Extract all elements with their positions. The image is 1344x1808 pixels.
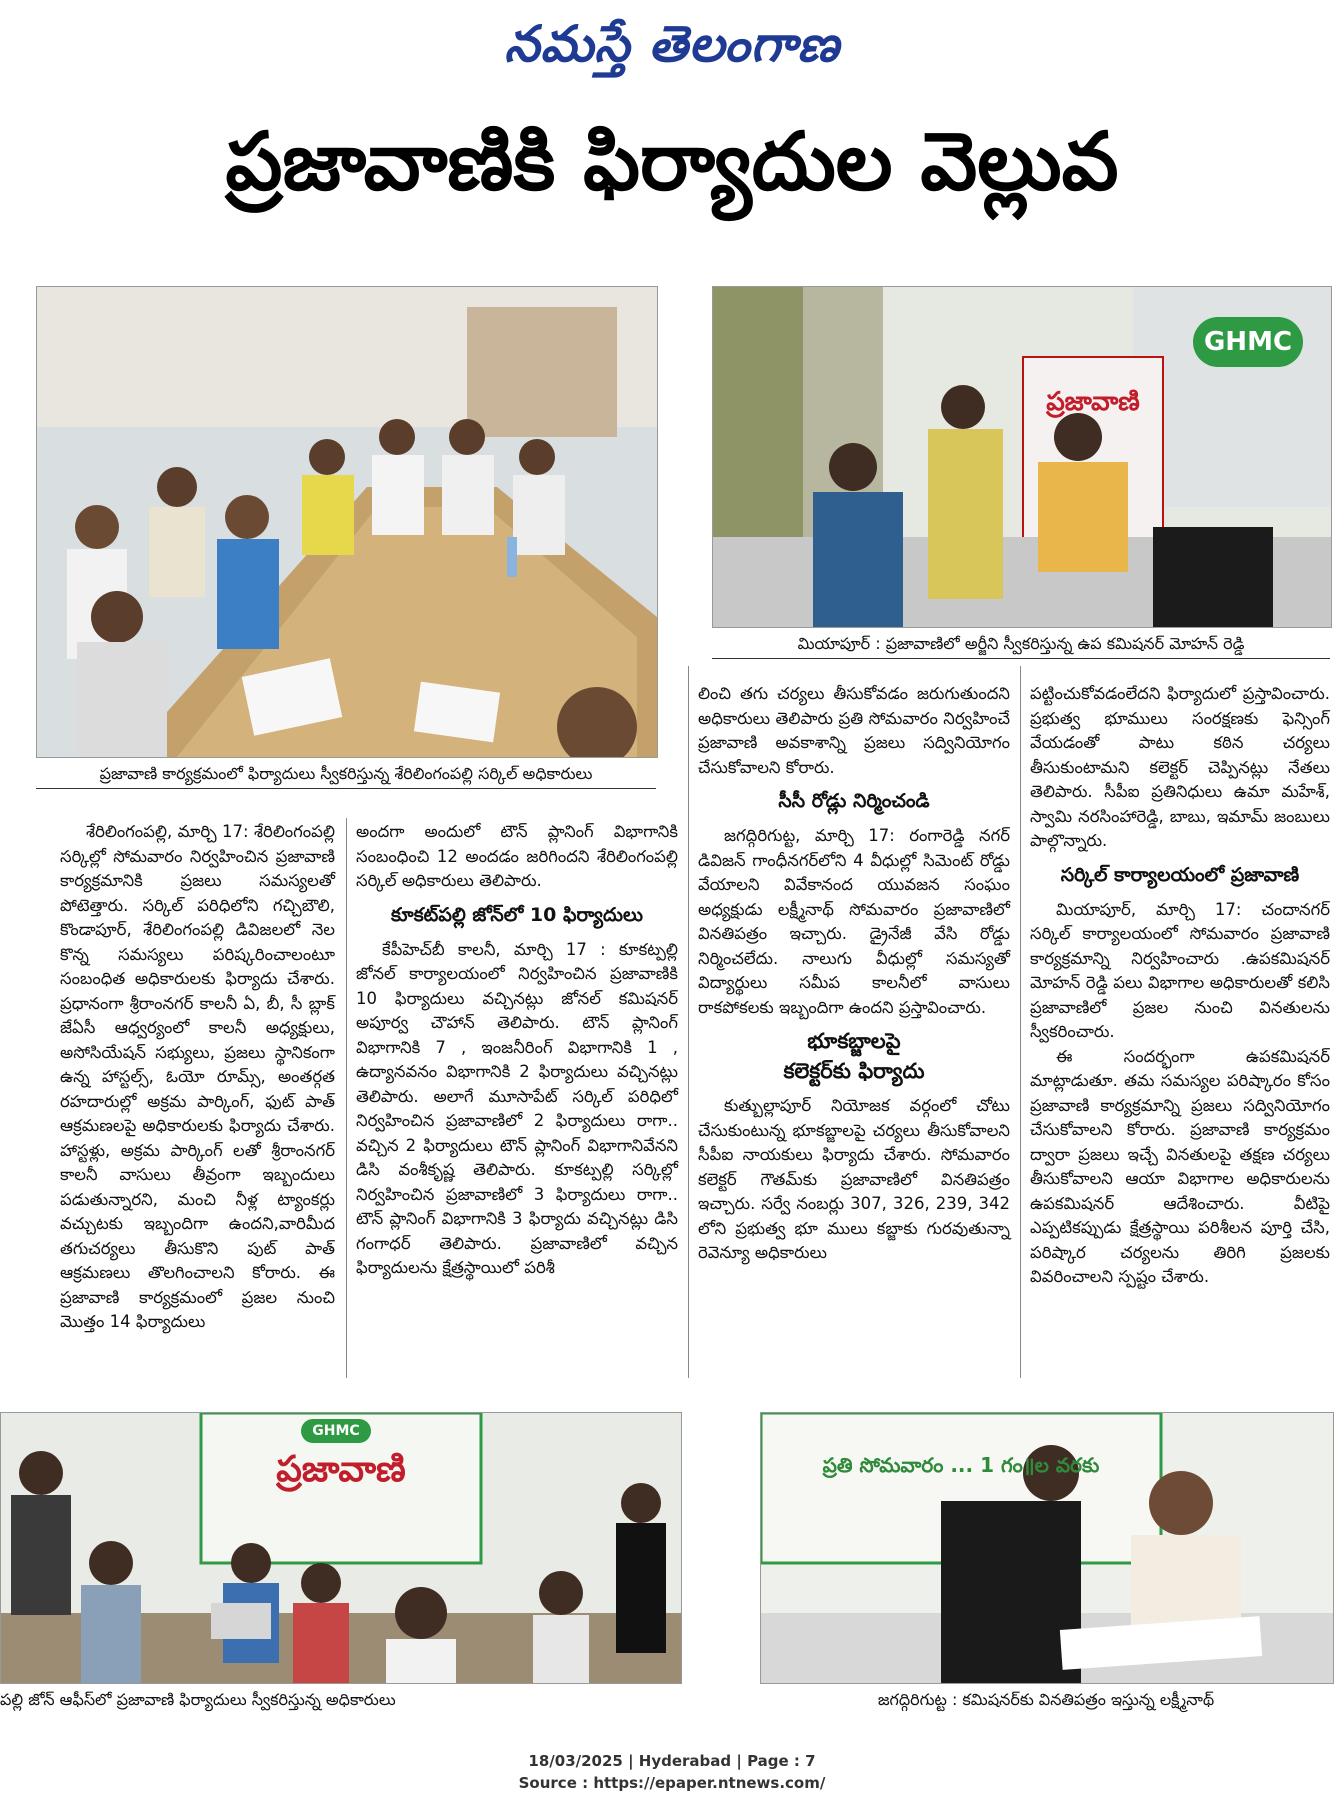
- paragraph: మియాపూర్, మార్చి 17: చందానగర్ సర్కిల్ కార్యాలయంలో సోమవారం ప్రజావాణి కార్యక్రమాన్ని నిర్వహించారు .ఉపకమిషనర్ మోహన్ రెడ్డి పలు విభాగాల అధికారులతో కలిసి ప్రజావాణిలో ప్రజల నుంచి వినతులను స్వీకరించారు.: [1030, 899, 1330, 1041]
- paragraph: కుత్బుల్లాపూర్ నియోజక వర్గంలో చోటు చేసుకుంటున్న భూకబ్జాలపై చర్యలు తీసుకోవాలని సీపీఐ నాయకులు ఫిర్యాదు చేశారు. సోమవారం కలెక్టర్ గౌతమ్‌కు ప్రజావాణిలో వినతిపత్రం ఇచ్చారు. సర్వే నంబర్లు 307, 326, 239, 342 లోని ప్రభుత్వ భూ ములు కబ్జాకు గురవుతున్నా రెవెన్యూ అధికారులు: [698, 1096, 1010, 1262]
- subheading: [698, 1026, 1010, 1086]
- paragraph: లించి తగు చర్యలు తీసుకోవడం జరుగుతుందని అధికారులు తెలిపారు ప్రతి సోమవారం నిర్వహించే ప్రజావాణి అవకాశాన్ని ప్రజలు సద్వినియోగం చేసుకోవాలని కోరారు.: [698, 684, 1010, 777]
- headline: ప్రజావాణికి ఫిర్యాదుల వెల్లువ: [225, 115, 1119, 208]
- caption-bottom-left: పల్లి జోన్ ఆఫీస్‌లో ప్రజావాణి ఫిర్యాదులు స్వీకరిస్తున్న అధికారులు: [0, 1690, 396, 1709]
- column-divider: [346, 818, 347, 1378]
- prajavani-banner: ప్రజావాణి: [276, 1449, 406, 1490]
- photo-bottom-right: [760, 1412, 1334, 1684]
- paragraph: పట్టించుకోవడంలేదని ఫిర్యాదులో ప్రస్తావించారు. ప్రభుత్వ భూములు సంరక్షణకు ఫెన్సింగ్ వేయడంతో పాటు కఠిన చర్యలు తీసుకుంటామని కలెక్టర్ చెప్పినట్లు నేతలు తెలిపారు. సీపీఐ ప్రతినిధులు ఉమా మహేశ్, స్వామి నరసింహారెడ్డి, బాబు, ఇమామ్ జంబులు పాల్గొన్నారు.: [1030, 684, 1330, 850]
- photo-top-left: [36, 286, 658, 758]
- paragraph: అందగా అందులో టౌన్ ప్లానింగ్ విభాగానికి సంబంధించి 12 అందడం జరిగిందని శేరిలింగంపల్లి సర్కిల్ అధికారులు తెలిపారు.: [356, 822, 678, 890]
- caption-top-left: ప్రజావాణి కార్యక్రమంలో ఫిర్యాదులు స్వీకరిస్తున్న శేరిలింగంపల్లి సర్కిల్ అధికారులు: [36, 764, 656, 789]
- photo-top-right: [712, 286, 1332, 628]
- paragraph: శేరిలింగంపల్లి, మార్చి 17: శేరిలింగంపల్లి సర్కిల్లో సోమవారం నిర్వహించిన ప్రజావాణి కార్యక్రమానికి ప్రజలు సమస్యలతో పోటెత్తారు. సర్కిల్ పరిధిలోని గచ్చిబౌలి, కొండాపూర్, శేరిలింగంపల్లి డివిజలలో నెల కొన్న సమస్యలు పరిష్కరించాలంటూ సంబంధిత అధికారులకు ఫిర్యాదు చేశారు. ప్రధానంగా శ్రీరాంనగర్ కాలనీ ఏ, బీ, సీ బ్లాక్ జేఏసీ ఆధ్వర్యంలో కాలనీ అధ్యక్షులు, అసోసియేషన్ సభ్యులు, ప్రజలు స్థానికంగా ఉన్న హాస్టల్స్, ఓయో రూమ్స్, అంతర్గత రహదారుల్లో అక్రమ పార్కింగ్, ఫుట్ పాత్ ఆక్రమణలపై అధికారులకు ఫిర్యాదు చేశారు. హాస్టళ్లు, అక్రమ పార్కింగ్ లతో శ్రీరాంనగర్ కాలనీ వాసులు తీవ్రంగా ఇబ్బందులు పడుతున్నారని, మంచి నీళ్ల ట్యాంకర్లు వచ్చుటకు ఇబ్బందిగా ఉందని,వారిమీద తగుచర్యలు తీసుకొని పుట్ పాత్ ఆక్రమణలు తొలగించాలని కోరారు. ఈ ప్రజావాణి కార్యక్రమంలో ప్రజల నుంచి మొత్తం 14 ఫిర్యాదులు: [60, 822, 335, 1331]
- subheading: సర్కిల్ కార్యాలయంలో ప్రజావాణి: [1060, 863, 1300, 886]
- column-divider: [688, 666, 689, 1378]
- subheading-line: భూకబ్జాలపై: [807, 1029, 901, 1053]
- paragraph: ఈ సందర్భంగా ఉపకమిషనర్ మాట్లాడుతూ. తమ సమస్యల పరిష్కారం కోసం ప్రజావాణి కార్యక్రమాన్ని ప్రజలు సద్వినియోగం చేసుకోవాలని కోరారు. ప్రజావాణి కార్యక్రమం ద్వారా ప్రజలు ఇచ్చే వినతులపై తక్షణ చర్యలు తీసుకోవాలని ఆయా విభాగాల అధికారులను ఉపకమిషనర్ ఆదేశించారు. వీటిపై ఎప్పటికప్పుడు క్షేత్రస్థాయి పరిశీలన పూర్తి చేసి, పరిష్కార చర్యలను తిరిగి ప్రజలకు వివరించాలని స్పష్టం చేశారు.: [1030, 1046, 1330, 1286]
- article-column-2: [356, 820, 678, 1281]
- article-column-3: [698, 682, 1010, 1266]
- caption-top-right: మియాపూర్ : ప్రజావాణిలో అర్జీని స్వీకరిస్తున్న ఉప కమిషనర్ మోహన్ రెడ్డి: [712, 634, 1330, 659]
- prajavani-banner: ప్రజావాణి: [1046, 387, 1140, 417]
- column-divider: [1020, 666, 1021, 1378]
- subheading-line: కలెక్టర్‌కు ఫిర్యాదు: [783, 1059, 925, 1083]
- ghmc-logo: GHMC: [301, 1419, 371, 1443]
- article-column-1: [60, 820, 335, 1335]
- meeting-photo-graphic: [37, 287, 657, 757]
- article-column-4: [1030, 682, 1330, 1290]
- footer-source: Source : https://epaper.ntnews.com/: [518, 1774, 826, 1792]
- photo-bottom-left: [0, 1412, 682, 1684]
- paragraph: కేపీహెచ్‌బీ కాలనీ, మార్చి 17 : కూకట్పల్లి జోనల్ కార్యాలయంలో నిర్వహించిన ప్రజావాణికి 10 ఫిర్యాదులు వచ్చినట్లు జోనల్ కమిషనర్ అపూర్వ చౌహాన్ తెలిపారు. టౌన్ ప్లానింగ్ విభాగానికి 7 , ఇంజనీరింగ్ విభాగానికి 1 , ఉద్యానవనం విభాగానికి 2 ఫిర్యాదులు వచ్చినట్లు తెలిపారు. అలాగే మూసాపేట్ సర్కిల్ పరిధిలో నిర్వహించిన ప్రజావాణిలో 2 ఫిర్యాదులు రాగా.. వచ్చిన 2 ఫిర్యాదులు టౌన్ ప్లానింగ్ విభాగానివేనని డిసి వంశీకృష్ణ తెలిపారు. కూకట్పల్లి సర్కిల్లో నిర్వహించిన ప్రజావాణిలో 3 ఫిర్యాదులు రాగా.. టౌన్ ప్లానింగ్ విభాగానికి 3 ఫిర్యాదు వచ్చినట్లు డిసి గంగాధర్ తెలిపారు. ప్రజావాణిలో వచ్చిన ఫిర్యాదులను క్షేత్రస్థాయిలో పరిశీ: [356, 939, 678, 1277]
- subheading: కూకట్‌పల్లి జోన్‌లో 10 ఫిర్యాదులు: [391, 903, 643, 926]
- prajavani-banner-text: ప్రతి సోమవారం ... 1 గం॥ల వరకు: [822, 1453, 1100, 1477]
- footer-date-page: 18/03/2025 | Hyderabad | Page : 7: [528, 1752, 816, 1770]
- caption-bottom-right: జగద్గిరిగుట్ట : కమిషనర్‌కు వినతిపత్రం ఇస్తున్న లక్ష్మీనాథ్: [877, 1690, 1215, 1709]
- paragraph: జగద్గిరిగుట్ట, మార్చి 17: రంగారెడ్డి నగర్ డివిజన్ గాంధీనగర్‌లోని 4 వీధుల్లో సిమెంట్ రోడ్డు వేయాలని వివేకానంద యువజన సంఘం అధ్యక్షుడు లక్ష్మీనాథ్ సోమవారం ప్రజావాణిలో వినతిపత్రం ఇచ్చారు. డ్రైనేజీ వేసి రోడ్డు నిర్మించలేదు. నాలుగు వీధుల్లో సమస్యతో విద్యార్థులు సమీప కాలనీలో వాసులు రాకపోకలకు ఇబ్బందిగా ఉందని ప్రస్తావించారు.: [698, 826, 1010, 1017]
- masthead-logo: నమస్తే తెలంగాణ: [504, 14, 840, 73]
- ghmc-logo: GHMC: [1193, 317, 1303, 367]
- subheading: సీసీ రోడ్లు నిర్మించండి: [778, 790, 930, 812]
